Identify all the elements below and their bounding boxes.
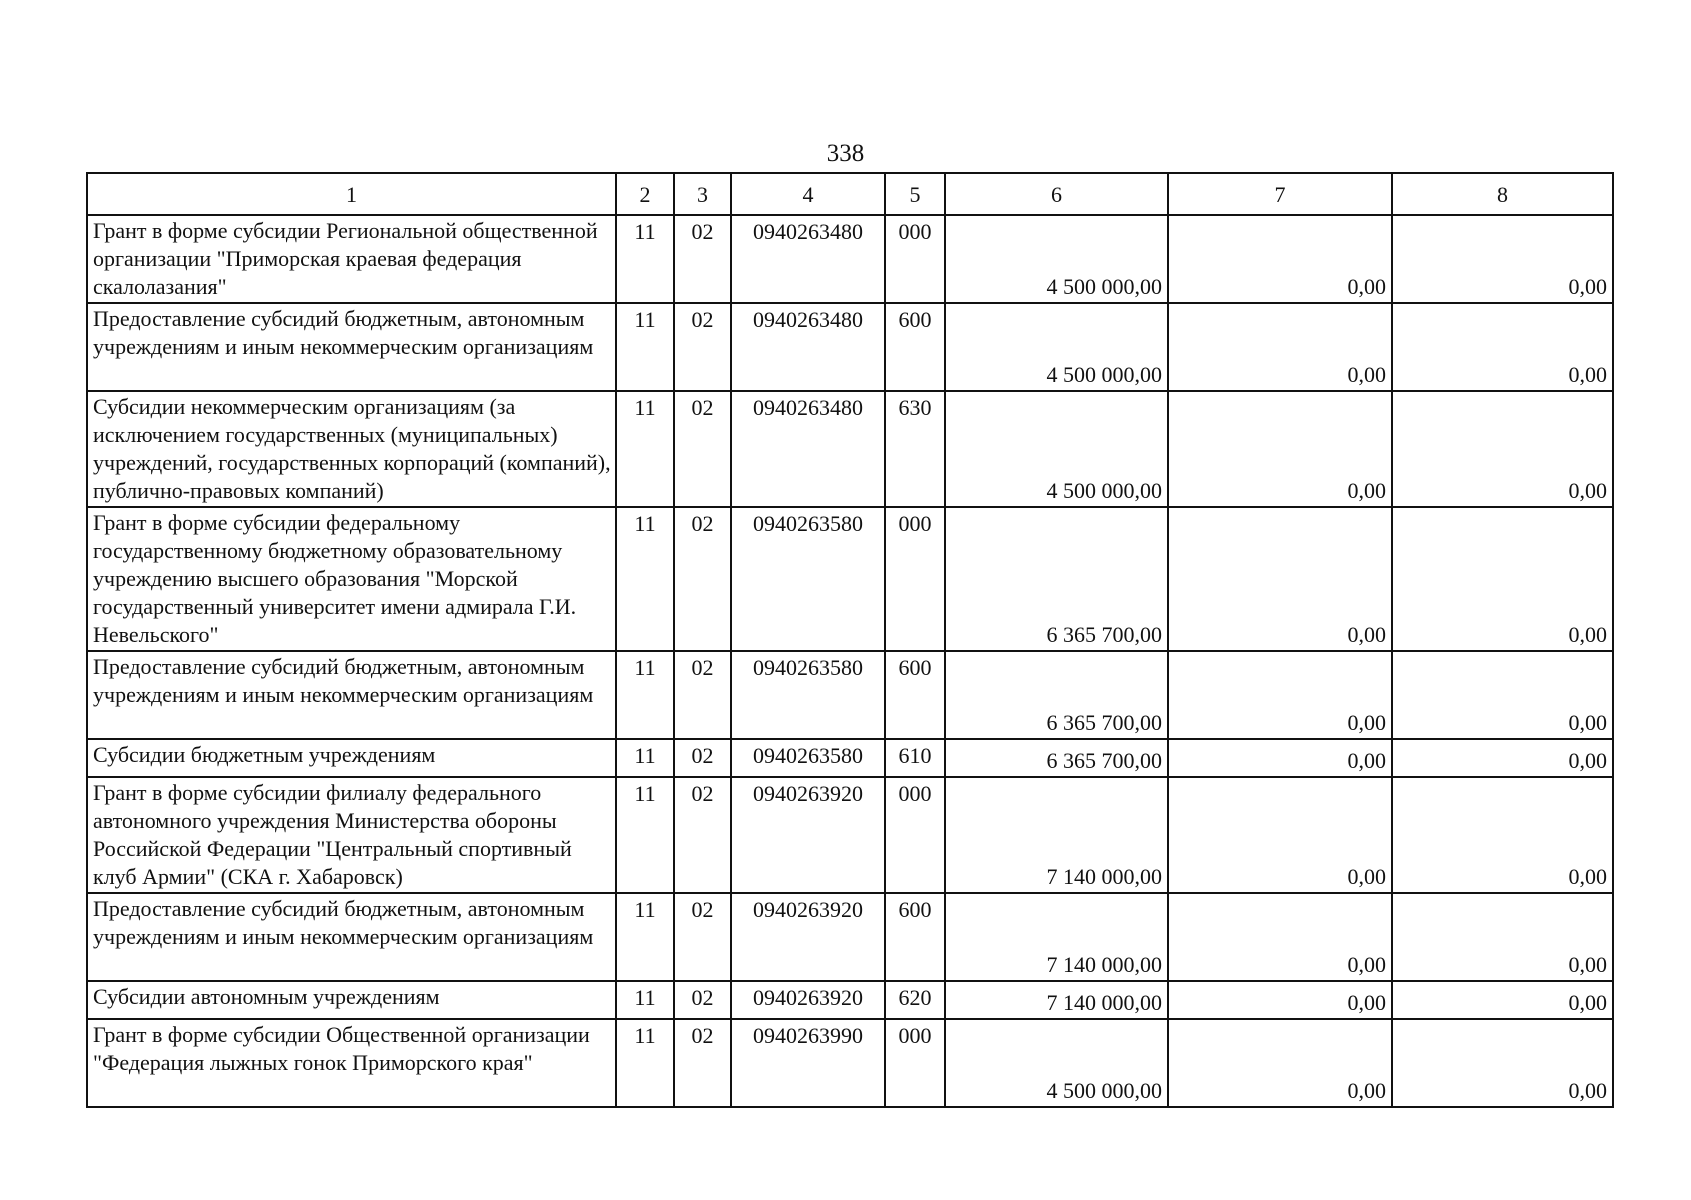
row-name: Предоставление субсидий бюджетным, автономным учреждениям и иным некоммерческим организациям xyxy=(87,651,616,739)
row-name: Субсидии некоммерческим организациям (за исключением государственных (муниципальных) учреждений, государственных корпораций (компаний), публично-правовых компаний) xyxy=(87,391,616,507)
row-amount-3: 0,00 xyxy=(1392,739,1613,777)
table-row xyxy=(87,507,1613,651)
row-amount-1: 4 500 000,00 xyxy=(945,391,1168,507)
row-amount-2: 0,00 xyxy=(1168,777,1392,893)
row-subsection: 02 xyxy=(674,981,731,1019)
row-amount-1: 7 140 000,00 xyxy=(945,893,1168,981)
row-type-code: 000 xyxy=(885,1019,945,1107)
row-amount-3: 0,00 xyxy=(1392,391,1613,507)
row-name: Грант в форме субсидии Региональной общественной организации "Приморская краевая федерация скалолазания" xyxy=(87,215,616,303)
column-header: 2 xyxy=(616,173,674,215)
column-header: 4 xyxy=(731,173,885,215)
row-target-code: 0940263920 xyxy=(731,981,885,1019)
column-header: 5 xyxy=(885,173,945,215)
row-section: 11 xyxy=(616,1019,674,1107)
row-type-code: 600 xyxy=(885,303,945,391)
row-subsection: 02 xyxy=(674,1019,731,1107)
row-target-code: 0940263920 xyxy=(731,777,885,893)
row-subsection: 02 xyxy=(674,507,731,651)
table-row xyxy=(87,303,1613,391)
row-type-code: 600 xyxy=(885,893,945,981)
table-row xyxy=(87,1019,1613,1107)
row-section: 11 xyxy=(616,893,674,981)
column-header: 8 xyxy=(1392,173,1613,215)
row-type-code: 620 xyxy=(885,981,945,1019)
row-subsection: 02 xyxy=(674,651,731,739)
table-row xyxy=(87,391,1613,507)
row-name: Грант в форме субсидии федеральному государственному бюджетному образовательному учреждению высшего образования "Морской государственный университет имени адмирала Г.И. Невельского" xyxy=(87,507,616,651)
row-name: Предоставление субсидий бюджетным, автономным учреждениям и иным некоммерческим организациям xyxy=(87,893,616,981)
table-row xyxy=(87,215,1613,303)
row-amount-2: 0,00 xyxy=(1168,507,1392,651)
row-section: 11 xyxy=(616,303,674,391)
row-amount-2: 0,00 xyxy=(1168,893,1392,981)
row-amount-3: 0,00 xyxy=(1392,651,1613,739)
column-header: 6 xyxy=(945,173,1168,215)
row-subsection: 02 xyxy=(674,893,731,981)
row-name: Субсидии автономным учреждениям xyxy=(87,981,616,1019)
row-target-code: 0940263480 xyxy=(731,391,885,507)
row-section: 11 xyxy=(616,215,674,303)
table-row xyxy=(87,739,1613,777)
row-target-code: 0940263580 xyxy=(731,651,885,739)
page-number: 338 xyxy=(826,140,865,167)
row-target-code: 0940263990 xyxy=(731,1019,885,1107)
row-target-code: 0940263580 xyxy=(731,507,885,651)
row-amount-1: 6 365 700,00 xyxy=(945,651,1168,739)
row-type-code: 610 xyxy=(885,739,945,777)
row-target-code: 0940263480 xyxy=(731,215,885,303)
row-amount-1: 7 140 000,00 xyxy=(945,777,1168,893)
table-row xyxy=(87,981,1613,1019)
row-target-code: 0940263480 xyxy=(731,303,885,391)
row-subsection: 02 xyxy=(674,215,731,303)
row-amount-2: 0,00 xyxy=(1168,391,1392,507)
row-name: Субсидии бюджетным учреждениям xyxy=(87,739,616,777)
row-amount-1: 4 500 000,00 xyxy=(945,303,1168,391)
row-type-code: 000 xyxy=(885,507,945,651)
row-amount-3: 0,00 xyxy=(1392,893,1613,981)
row-subsection: 02 xyxy=(674,303,731,391)
row-amount-2: 0,00 xyxy=(1168,651,1392,739)
row-subsection: 02 xyxy=(674,777,731,893)
row-amount-3: 0,00 xyxy=(1392,981,1613,1019)
row-name: Предоставление субсидий бюджетным, автономным учреждениям и иным некоммерческим организациям xyxy=(87,303,616,391)
table-row xyxy=(87,777,1613,893)
row-name: Грант в форме субсидии филиалу федерального автономного учреждения Министерства обороны Российской Федерации "Центральный спортивный клуб Армии" (СКА г. Хабаровск) xyxy=(87,777,616,893)
row-amount-3: 0,00 xyxy=(1392,1019,1613,1107)
row-section: 11 xyxy=(616,739,674,777)
row-amount-3: 0,00 xyxy=(1392,303,1613,391)
row-amount-1: 4 500 000,00 xyxy=(945,215,1168,303)
row-type-code: 600 xyxy=(885,651,945,739)
row-target-code: 0940263580 xyxy=(731,739,885,777)
row-amount-3: 0,00 xyxy=(1392,507,1613,651)
column-header: 3 xyxy=(674,173,731,215)
row-amount-3: 0,00 xyxy=(1392,777,1613,893)
table-row xyxy=(87,893,1613,981)
row-target-code: 0940263920 xyxy=(731,893,885,981)
row-amount-1: 4 500 000,00 xyxy=(945,1019,1168,1107)
row-amount-2: 0,00 xyxy=(1168,215,1392,303)
row-amount-1: 6 365 700,00 xyxy=(945,507,1168,651)
row-amount-2: 0,00 xyxy=(1168,1019,1392,1107)
row-section: 11 xyxy=(616,651,674,739)
table-row xyxy=(87,651,1613,739)
row-subsection: 02 xyxy=(674,739,731,777)
row-amount-3: 0,00 xyxy=(1392,215,1613,303)
row-amount-2: 0,00 xyxy=(1168,303,1392,391)
row-section: 11 xyxy=(616,981,674,1019)
budget-table xyxy=(86,172,1614,1108)
row-amount-1: 7 140 000,00 xyxy=(945,981,1168,1019)
row-type-code: 630 xyxy=(885,391,945,507)
row-amount-2: 0,00 xyxy=(1168,739,1392,777)
row-name: Грант в форме субсидии Общественной организации "Федерация лыжных гонок Приморского края" xyxy=(87,1019,616,1107)
row-subsection: 02 xyxy=(674,391,731,507)
column-header: 7 xyxy=(1168,173,1392,215)
row-type-code: 000 xyxy=(885,777,945,893)
row-amount-1: 6 365 700,00 xyxy=(945,739,1168,777)
row-section: 11 xyxy=(616,507,674,651)
table-header-row xyxy=(87,173,1613,215)
row-section: 11 xyxy=(616,777,674,893)
row-type-code: 000 xyxy=(885,215,945,303)
row-amount-2: 0,00 xyxy=(1168,981,1392,1019)
row-section: 11 xyxy=(616,391,674,507)
column-header: 1 xyxy=(87,173,616,215)
